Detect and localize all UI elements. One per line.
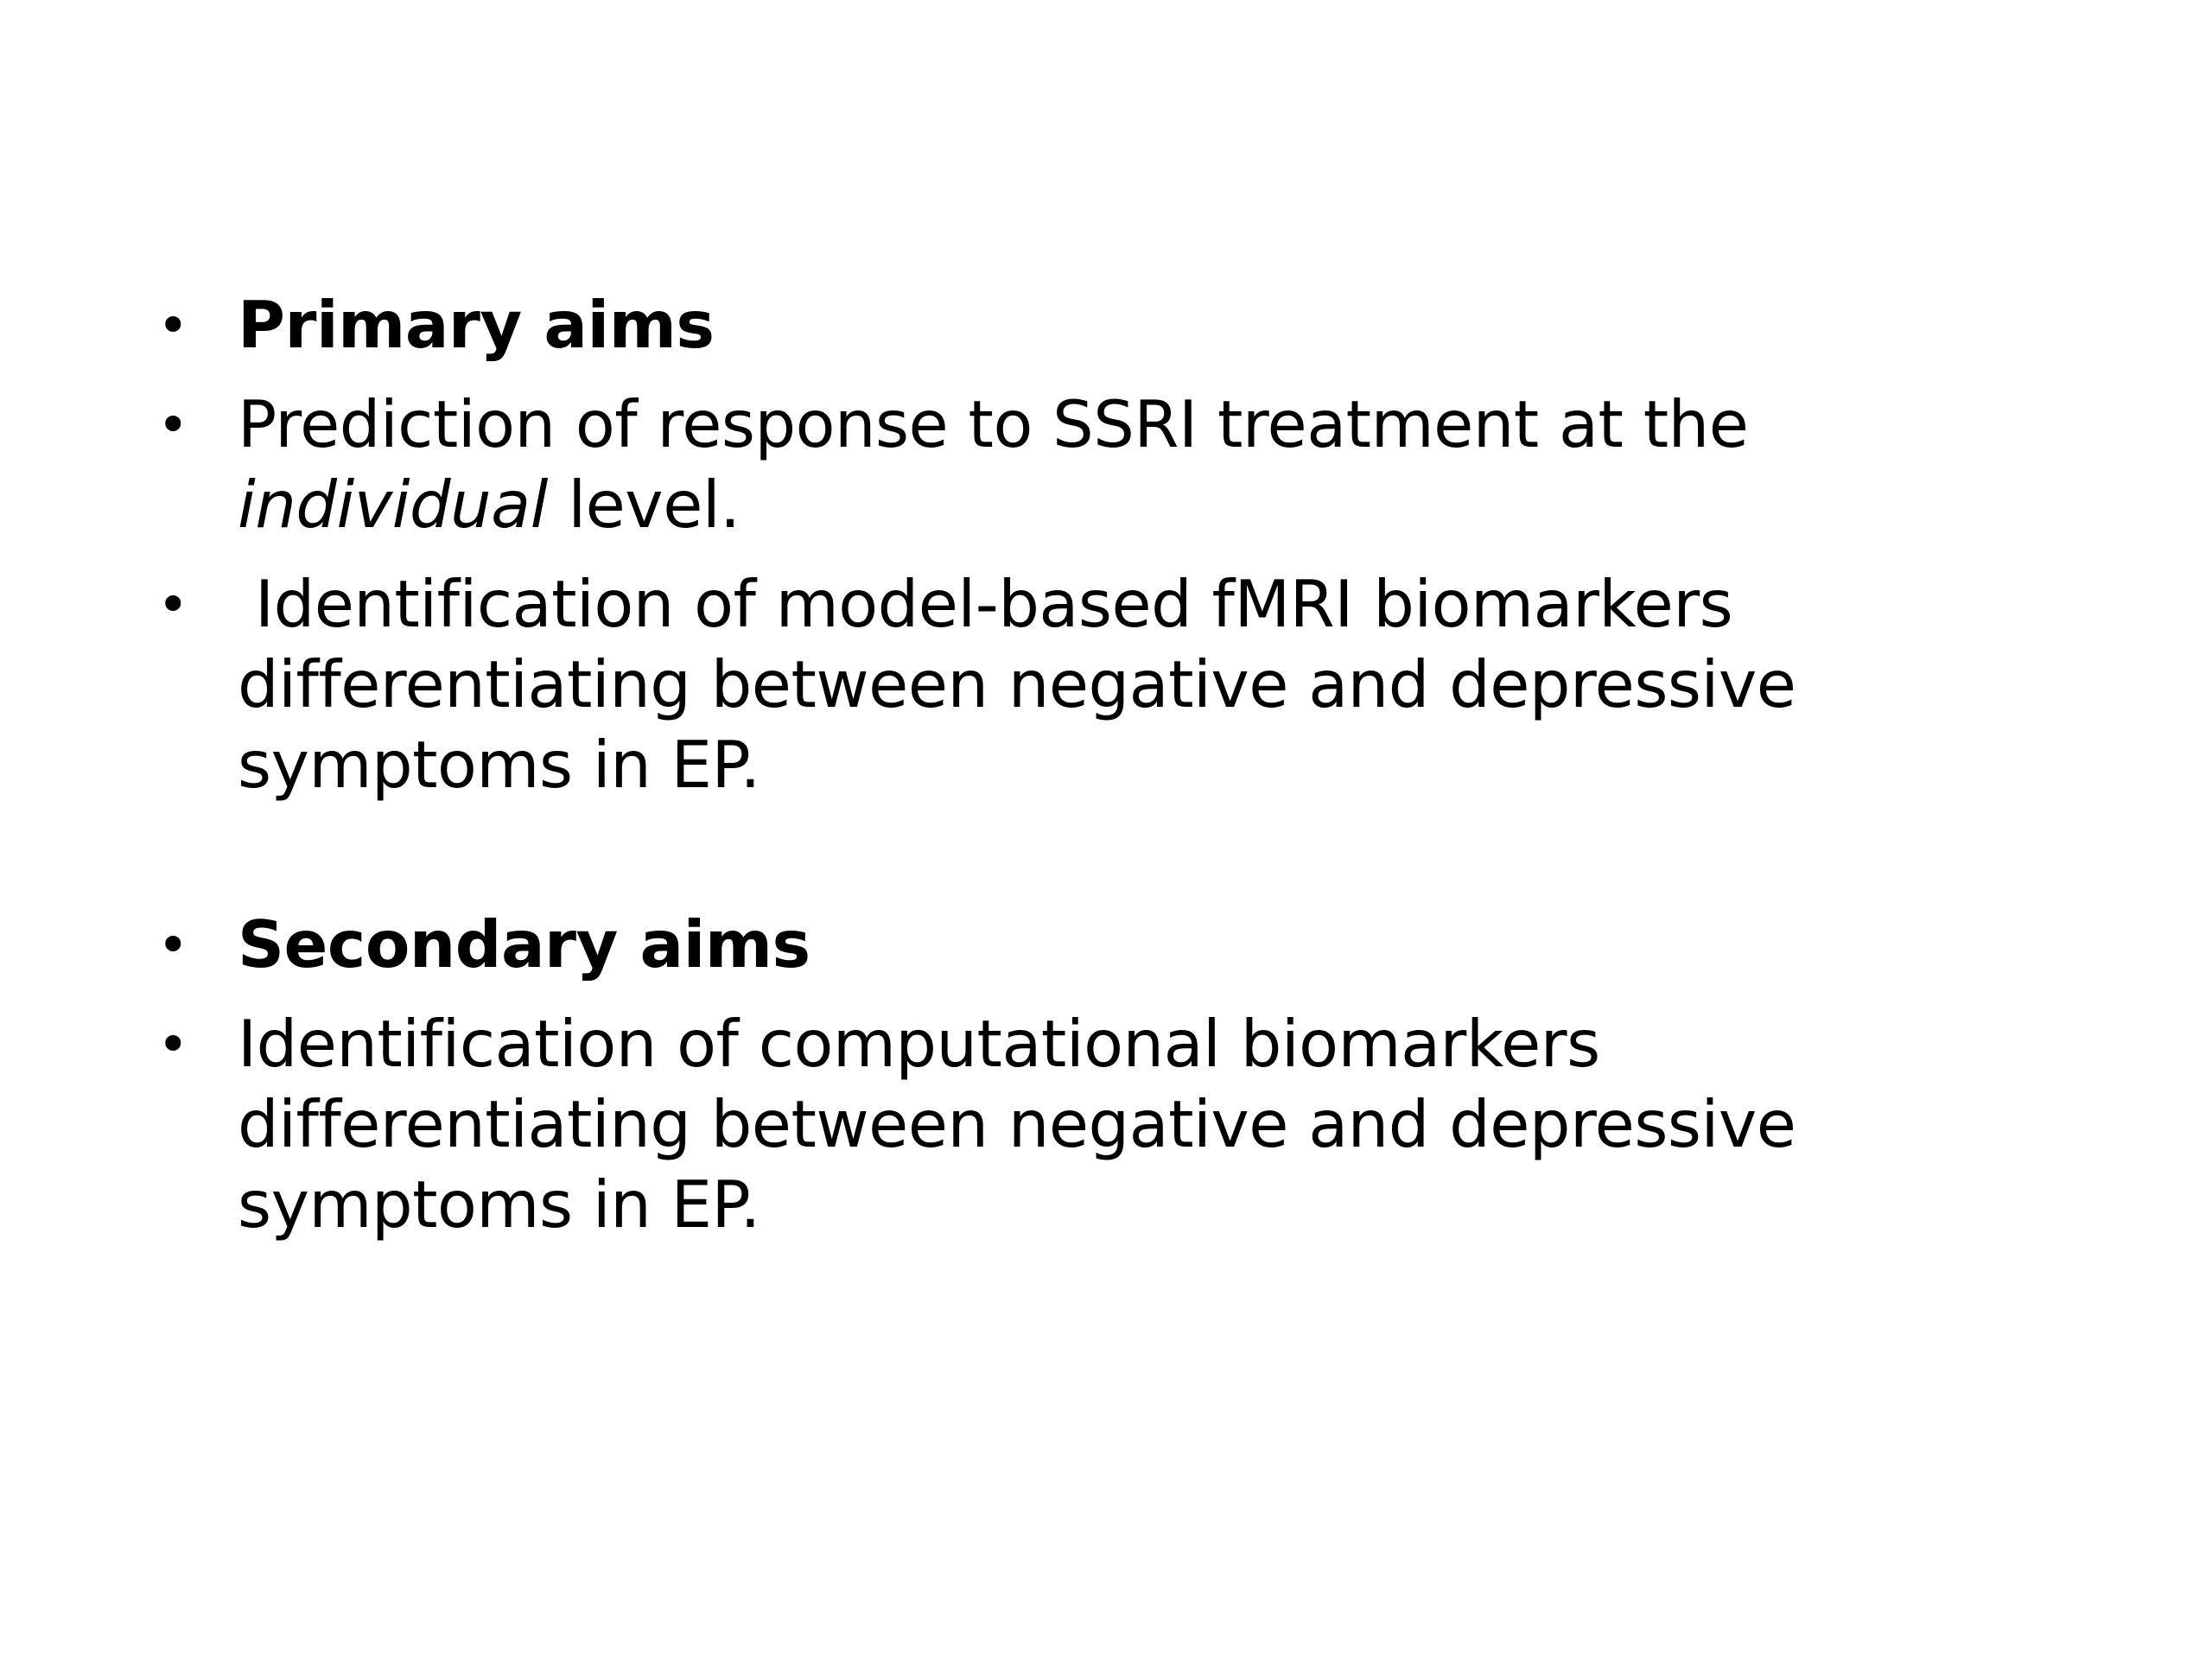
slide-body — [156, 285, 2013, 1264]
bullet-marker: • — [156, 573, 189, 636]
bullet-fmri-biomarkers — [156, 564, 2013, 805]
bullet-marker: • — [156, 393, 189, 456]
fmri-biomarkers-text: Identification of model-based fMRI biomarkers differentiating between negative and depressive symptoms in EP. — [238, 566, 1796, 803]
bullet-prediction-response — [156, 385, 2013, 545]
bullet-primary-aims-heading — [156, 285, 2013, 365]
bullet-list — [156, 285, 2013, 1245]
bullet-computational-biomarkers — [156, 1004, 2013, 1245]
prediction-text-emphasis: individual — [238, 467, 548, 543]
prediction-text-pre: Prediction of response to SSRI treatment at the — [238, 386, 1749, 462]
primary-aims-heading: Primary aims — [238, 287, 715, 363]
bullet-marker: • — [156, 294, 189, 357]
prediction-text-post: level. — [547, 467, 741, 543]
secondary-aims-heading: Secondary aims — [238, 906, 810, 982]
computational-biomarkers-text: Identification of computational biomarkers differentiating between negative and depressive symptoms in EP. — [238, 1006, 1796, 1243]
bullet-marker: • — [156, 1013, 189, 1076]
bullet-secondary-aims-heading — [156, 905, 2013, 985]
bullet-marker: • — [156, 913, 189, 976]
